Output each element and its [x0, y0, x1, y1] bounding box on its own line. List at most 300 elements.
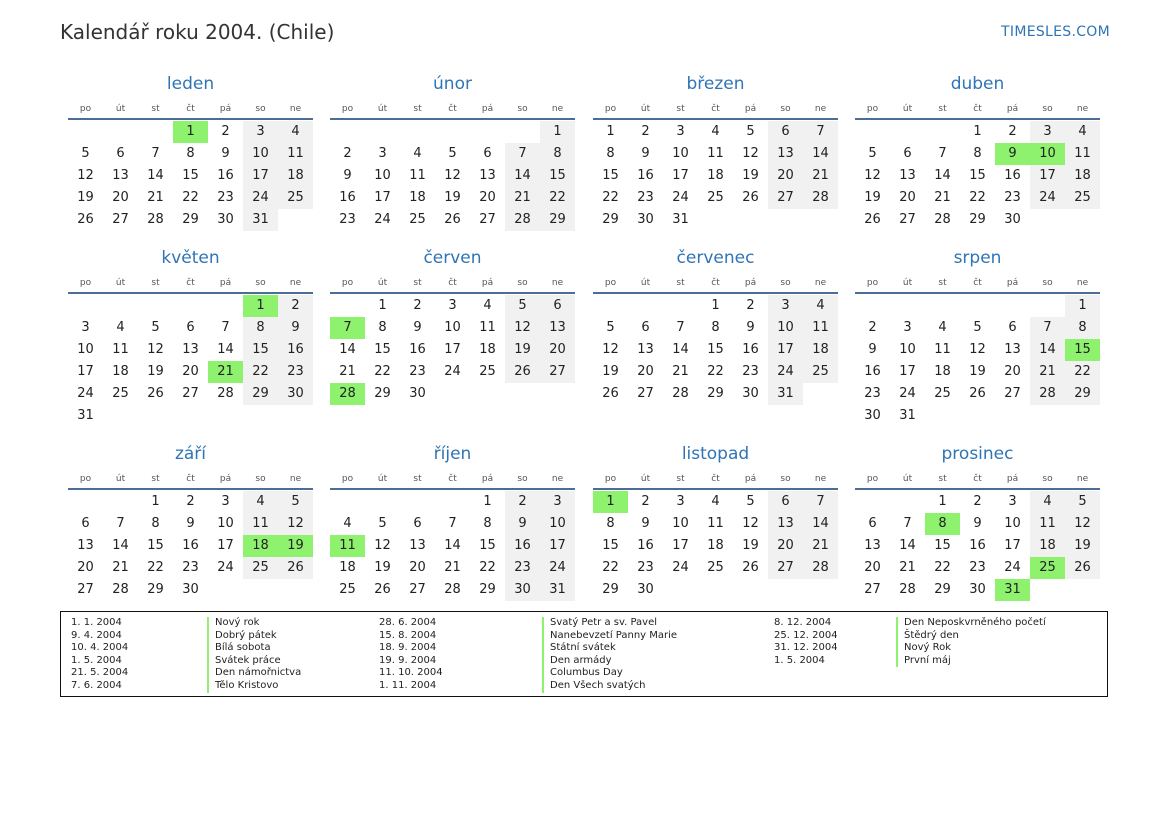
- legend-holiday-name: První máj: [904, 654, 951, 666]
- day-cell: 12: [1065, 513, 1100, 535]
- legend-holiday-name: Bílá sobota: [215, 642, 271, 654]
- day-cell: 9: [343, 168, 352, 183]
- weekday-label: po: [79, 474, 92, 484]
- day-cell: 1: [1065, 295, 1100, 317]
- weekday-label: ne: [1076, 104, 1089, 114]
- day-grid: [593, 121, 838, 231]
- day-cell: 2: [868, 320, 877, 335]
- day-cell: 29: [602, 212, 619, 227]
- day-cell: 29: [969, 212, 986, 227]
- weekday-label: so: [1042, 104, 1053, 114]
- weekday-header: [593, 272, 838, 294]
- legend-dates-column: [71, 617, 201, 693]
- day-cell: 8: [540, 143, 575, 165]
- day-cell: 7: [938, 146, 947, 161]
- day-cell: 22: [479, 560, 496, 575]
- day-cell: 29: [1065, 383, 1100, 405]
- weekday-label: čt: [711, 278, 720, 288]
- day-cell: 3: [221, 494, 230, 509]
- legend-names-column: [542, 617, 677, 693]
- day-cell: 25: [112, 386, 129, 401]
- day-cell: 6: [483, 146, 492, 161]
- day-cell: 30: [637, 582, 654, 597]
- day-cell: 19: [969, 364, 986, 379]
- legend-date: 1. 1. 2004: [71, 617, 122, 628]
- month-name: březen: [686, 74, 745, 94]
- empty-cell: [330, 121, 365, 143]
- weekday-label: čt: [448, 104, 457, 114]
- month-name: květen: [161, 248, 220, 268]
- day-cell: 26: [444, 212, 461, 227]
- day-cell: 28: [803, 187, 838, 209]
- weekday-label: so: [780, 474, 791, 484]
- empty-cell: [925, 295, 960, 317]
- day-cell: 10: [77, 342, 94, 357]
- day-cell: 19: [444, 190, 461, 205]
- month-name: červen: [423, 248, 482, 268]
- day-cell: 18: [934, 364, 951, 379]
- day-cell: 29: [147, 582, 164, 597]
- day-cell: 2: [641, 494, 650, 509]
- weekday-label: po: [79, 278, 92, 288]
- weekday-label: ne: [1076, 474, 1089, 484]
- empty-cell: [890, 491, 925, 513]
- day-cell: 4: [938, 320, 947, 335]
- day-cell: 3: [81, 320, 90, 335]
- weekday-label: pá: [1006, 278, 1019, 288]
- day-cell: 21: [147, 190, 164, 205]
- day-cell: 20: [899, 190, 916, 205]
- day-cell: 19: [1065, 535, 1100, 557]
- legend-date: 10. 4. 2004: [71, 642, 129, 654]
- day-cell: 15: [147, 538, 164, 553]
- day-cell: 11: [409, 168, 426, 183]
- day-cell: 29: [182, 212, 199, 227]
- day-cell: 14: [505, 165, 540, 187]
- day-cell: 26: [147, 386, 164, 401]
- holiday-day-cell: 11: [330, 535, 365, 557]
- day-cell: 5: [448, 146, 457, 161]
- day-cell: 30: [217, 212, 234, 227]
- month-11: [593, 440, 838, 601]
- day-cell: 15: [374, 342, 391, 357]
- empty-cell: [208, 295, 243, 317]
- empty-cell: [470, 121, 505, 143]
- legend-holiday-name: Dobrý pátek: [215, 629, 277, 641]
- day-cell: 27: [540, 361, 575, 383]
- day-cell: 6: [1008, 320, 1017, 335]
- day-cell: 31: [672, 212, 689, 227]
- day-cell: 8: [186, 146, 195, 161]
- day-grid: [68, 295, 313, 427]
- day-grid: [330, 121, 575, 231]
- day-cell: 1: [711, 298, 720, 313]
- day-cell: 28: [217, 386, 234, 401]
- legend-date: 31. 12. 2004: [774, 642, 838, 654]
- day-cell: 14: [217, 342, 234, 357]
- day-cell: 12: [864, 168, 881, 183]
- weekday-header: [855, 272, 1100, 294]
- weekday-label: po: [604, 104, 617, 114]
- day-cell: 1: [151, 494, 160, 509]
- weekday-header: [330, 98, 575, 120]
- day-cell: 26: [742, 190, 759, 205]
- day-cell: 13: [899, 168, 916, 183]
- day-cell: 3: [243, 121, 278, 143]
- day-cell: 22: [374, 364, 391, 379]
- day-cell: 11: [1030, 513, 1065, 535]
- day-cell: 25: [278, 187, 313, 209]
- weekday-label: čt: [973, 278, 982, 288]
- day-cell: 1: [540, 121, 575, 143]
- legend-date: 28. 6. 2004: [379, 617, 437, 628]
- weekday-label: čt: [186, 474, 195, 484]
- day-cell: 17: [672, 168, 689, 183]
- day-cell: 22: [147, 560, 164, 575]
- legend-date: 25. 12. 2004: [774, 629, 838, 641]
- day-cell: 9: [505, 513, 540, 535]
- day-cell: 6: [768, 491, 803, 513]
- day-cell: 13: [77, 538, 94, 553]
- day-cell: 9: [221, 146, 230, 161]
- day-cell: 11: [707, 146, 724, 161]
- day-cell: 14: [339, 342, 356, 357]
- weekday-label: út: [640, 474, 651, 484]
- weekday-label: út: [902, 104, 913, 114]
- day-cell: 29: [934, 582, 951, 597]
- day-cell: 15: [707, 342, 724, 357]
- weekday-label: po: [604, 278, 617, 288]
- weekday-header: [855, 468, 1100, 490]
- day-cell: 3: [768, 295, 803, 317]
- day-cell: 3: [1030, 121, 1065, 143]
- weekday-label: st: [413, 278, 422, 288]
- day-cell: 26: [1065, 557, 1100, 579]
- empty-cell: [505, 121, 540, 143]
- day-cell: 27: [899, 212, 916, 227]
- day-cell: 30: [182, 582, 199, 597]
- day-cell: 18: [707, 538, 724, 553]
- day-cell: 16: [339, 190, 356, 205]
- weekday-label: pá: [1006, 474, 1019, 484]
- day-cell: 23: [409, 364, 426, 379]
- day-cell: 8: [1065, 317, 1100, 339]
- weekday-label: ne: [1076, 278, 1089, 288]
- day-cell: 22: [602, 190, 619, 205]
- day-cell: 27: [637, 386, 654, 401]
- holiday-day-cell: 31: [995, 579, 1030, 601]
- weekday-header: [593, 98, 838, 120]
- day-cell: 24: [672, 190, 689, 205]
- day-cell: 2: [746, 298, 755, 313]
- day-cell: 2: [973, 494, 982, 509]
- weekday-label: pá: [481, 104, 494, 114]
- day-cell: 4: [483, 298, 492, 313]
- day-cell: 24: [374, 212, 391, 227]
- day-cell: 31: [540, 579, 575, 601]
- day-cell: 3: [676, 494, 685, 509]
- day-cell: 23: [182, 560, 199, 575]
- weekday-label: po: [79, 104, 92, 114]
- day-cell: 2: [413, 298, 422, 313]
- day-cell: 19: [77, 190, 94, 205]
- weekday-label: ne: [289, 474, 302, 484]
- month-5: [68, 244, 313, 427]
- weekday-label: út: [377, 278, 388, 288]
- day-cell: 16: [409, 342, 426, 357]
- day-cell: 19: [742, 168, 759, 183]
- day-cell: 2: [221, 124, 230, 139]
- day-cell: 9: [973, 516, 982, 531]
- weekday-label: ne: [551, 278, 564, 288]
- day-cell: 26: [374, 582, 391, 597]
- holiday-day-cell: 18: [243, 535, 278, 557]
- legend-date: 19. 9. 2004: [379, 654, 437, 666]
- weekday-label: so: [1042, 278, 1053, 288]
- weekday-label: út: [902, 474, 913, 484]
- day-cell: 4: [803, 295, 838, 317]
- day-cell: 28: [444, 582, 461, 597]
- day-cell: 10: [672, 516, 689, 531]
- day-cell: 19: [505, 339, 540, 361]
- empty-cell: [960, 295, 995, 317]
- holiday-day-cell: 1: [593, 491, 628, 513]
- day-grid: [68, 121, 313, 231]
- legend-holiday-name: Den námořnictva: [215, 667, 302, 679]
- day-cell: 24: [243, 187, 278, 209]
- day-cell: 9: [868, 342, 877, 357]
- day-cell: 23: [339, 212, 356, 227]
- legend-date: 1. 11. 2004: [379, 679, 437, 691]
- day-cell: 15: [969, 168, 986, 183]
- weekday-label: čt: [448, 474, 457, 484]
- legend-names-column: [207, 617, 301, 693]
- day-cell: 11: [934, 342, 951, 357]
- day-cell: 5: [746, 494, 755, 509]
- day-cell: 24: [672, 560, 689, 575]
- day-cell: 10: [899, 342, 916, 357]
- day-cell: 30: [637, 212, 654, 227]
- day-cell: 6: [768, 121, 803, 143]
- day-cell: 25: [934, 386, 951, 401]
- month-name: listopad: [681, 444, 750, 464]
- day-cell: 1: [973, 124, 982, 139]
- day-cell: 7: [116, 516, 125, 531]
- day-cell: 3: [676, 124, 685, 139]
- weekday-label: pá: [219, 474, 232, 484]
- day-cell: 23: [742, 364, 759, 379]
- brand-logo-text[interactable]: TIMESLES.COM: [1001, 24, 1110, 40]
- weekday-label: pá: [481, 474, 494, 484]
- legend-holiday-name: Nový rok: [215, 617, 260, 628]
- weekday-header: [68, 272, 313, 294]
- day-cell: 20: [637, 364, 654, 379]
- day-cell: 24: [1004, 560, 1021, 575]
- day-cell: 8: [378, 320, 387, 335]
- day-cell: 29: [374, 386, 391, 401]
- day-cell: 18: [1065, 165, 1100, 187]
- day-cell: 20: [864, 560, 881, 575]
- day-cell: 27: [864, 582, 881, 597]
- day-cell: 18: [707, 168, 724, 183]
- day-cell: 21: [505, 187, 540, 209]
- month-name: červenec: [676, 248, 755, 268]
- day-cell: 14: [1030, 339, 1065, 361]
- empty-cell: [890, 295, 925, 317]
- month-10: [330, 440, 575, 601]
- month-name: leden: [166, 74, 215, 94]
- day-cell: 13: [409, 538, 426, 553]
- weekday-label: pá: [1006, 104, 1019, 114]
- empty-cell: [330, 295, 365, 317]
- empty-cell: [925, 121, 960, 143]
- empty-cell: [68, 295, 103, 317]
- legend-date: 1. 5. 2004: [774, 654, 825, 666]
- legend-date: 8. 12. 2004: [774, 617, 832, 628]
- weekday-label: čt: [711, 104, 720, 114]
- empty-cell: [435, 491, 470, 513]
- day-cell: 5: [606, 320, 615, 335]
- day-cell: 20: [77, 560, 94, 575]
- day-cell: 4: [278, 121, 313, 143]
- day-cell: 18: [1030, 535, 1065, 557]
- empty-cell: [593, 295, 628, 317]
- day-cell: 20: [112, 190, 129, 205]
- day-cell: 12: [374, 538, 391, 553]
- day-cell: 17: [374, 190, 391, 205]
- weekday-label: čt: [973, 474, 982, 484]
- day-cell: 1: [938, 494, 947, 509]
- day-cell: 17: [1030, 165, 1065, 187]
- day-cell: 11: [278, 143, 313, 165]
- day-cell: 10: [444, 320, 461, 335]
- day-cell: 16: [505, 535, 540, 557]
- weekday-label: st: [938, 474, 947, 484]
- day-cell: 7: [903, 516, 912, 531]
- day-cell: 28: [803, 557, 838, 579]
- weekday-label: pá: [219, 278, 232, 288]
- day-cell: 7: [676, 320, 685, 335]
- legend-holiday-name: Den armády: [550, 654, 612, 666]
- day-cell: 13: [112, 168, 129, 183]
- day-cell: 28: [112, 582, 129, 597]
- day-cell: 8: [151, 516, 160, 531]
- day-cell: 9: [186, 516, 195, 531]
- day-cell: 6: [903, 146, 912, 161]
- day-cell: 8: [483, 516, 492, 531]
- holiday-day-cell: 19: [278, 535, 313, 557]
- day-grid: [330, 295, 575, 405]
- day-cell: 29: [602, 582, 619, 597]
- day-cell: 17: [1004, 538, 1021, 553]
- day-cell: 27: [479, 212, 496, 227]
- day-cell: 20: [540, 339, 575, 361]
- weekday-label: st: [413, 104, 422, 114]
- day-cell: 22: [707, 364, 724, 379]
- day-cell: 22: [243, 361, 278, 383]
- day-cell: 18: [803, 339, 838, 361]
- legend-date: 7. 6. 2004: [71, 679, 122, 691]
- legend-holiday-name: Státní svátek: [550, 642, 616, 654]
- weekday-label: so: [780, 278, 791, 288]
- day-cell: 16: [278, 339, 313, 361]
- month-9: [68, 440, 313, 601]
- day-cell: 13: [1004, 342, 1021, 357]
- weekday-label: st: [676, 474, 685, 484]
- day-cell: 24: [768, 361, 803, 383]
- day-cell: 4: [116, 320, 125, 335]
- legend-holiday-name: Štědrý den: [904, 629, 959, 641]
- day-cell: 15: [479, 538, 496, 553]
- legend-holiday-name: Svatý Petr a sv. Pavel: [550, 617, 658, 628]
- day-cell: 18: [112, 364, 129, 379]
- day-cell: 11: [1065, 143, 1100, 165]
- day-cell: 11: [243, 513, 278, 535]
- day-cell: 25: [243, 557, 278, 579]
- day-cell: 2: [278, 295, 313, 317]
- weekday-label: so: [780, 104, 791, 114]
- day-cell: 11: [707, 516, 724, 531]
- day-cell: 14: [672, 342, 689, 357]
- day-cell: 21: [339, 364, 356, 379]
- weekday-label: so: [1042, 474, 1053, 484]
- day-cell: 26: [278, 557, 313, 579]
- weekday-label: ne: [289, 104, 302, 114]
- day-cell: 23: [864, 386, 881, 401]
- day-cell: 12: [505, 317, 540, 339]
- day-cell: 23: [637, 560, 654, 575]
- month-4: [855, 70, 1100, 231]
- day-cell: 18: [339, 560, 356, 575]
- page-title: Kalendář roku 2004. (Chile): [60, 20, 335, 44]
- weekday-label: po: [604, 474, 617, 484]
- day-cell: 8: [711, 320, 720, 335]
- day-cell: 26: [742, 560, 759, 575]
- day-cell: 3: [448, 298, 457, 313]
- legend-date: 1. 5. 2004: [71, 654, 122, 666]
- weekday-label: so: [255, 278, 266, 288]
- day-cell: 12: [444, 168, 461, 183]
- weekday-label: so: [517, 278, 528, 288]
- weekday-label: st: [151, 104, 160, 114]
- day-cell: 24: [540, 557, 575, 579]
- day-cell: 24: [217, 560, 234, 575]
- day-cell: 21: [672, 364, 689, 379]
- holiday-day-cell: 1: [173, 121, 208, 143]
- day-cell: 4: [711, 494, 720, 509]
- day-cell: 11: [112, 342, 129, 357]
- day-cell: 28: [672, 386, 689, 401]
- day-cell: 2: [1008, 124, 1017, 139]
- empty-cell: [855, 491, 890, 513]
- day-cell: 22: [540, 187, 575, 209]
- weekday-label: út: [377, 104, 388, 114]
- day-cell: 13: [768, 513, 803, 535]
- day-cell: 9: [746, 320, 755, 335]
- day-cell: 26: [77, 212, 94, 227]
- day-cell: 12: [742, 516, 759, 531]
- day-cell: 10: [540, 513, 575, 535]
- weekday-label: ne: [289, 278, 302, 288]
- day-cell: 26: [864, 212, 881, 227]
- day-cell: 14: [803, 513, 838, 535]
- month-name: září: [174, 444, 207, 464]
- day-cell: 23: [637, 190, 654, 205]
- day-cell: 23: [278, 361, 313, 383]
- legend-holiday-name: Svátek práce: [215, 654, 281, 666]
- day-cell: 16: [1004, 168, 1021, 183]
- day-cell: 13: [182, 342, 199, 357]
